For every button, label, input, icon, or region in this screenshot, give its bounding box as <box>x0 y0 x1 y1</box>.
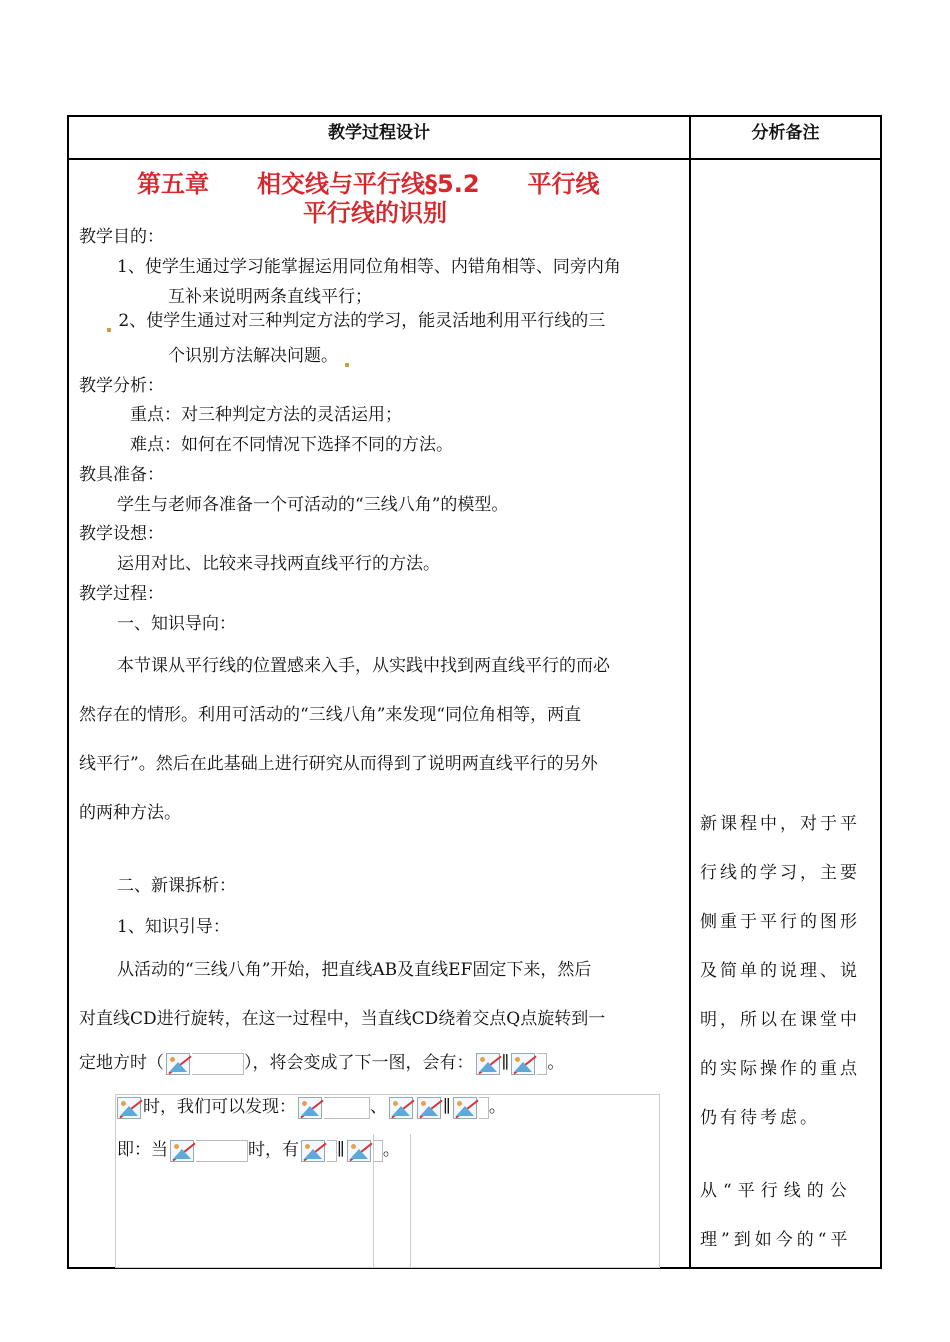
formula-image-icon <box>347 1140 371 1162</box>
lesson-title: 平行线的识别 <box>303 199 447 227</box>
lesson-text-4a: 时，我们可以发现： <box>143 1097 296 1117</box>
objective-2-cont: 个识别方法解决问题。 <box>168 346 338 366</box>
key-point: 重点：对三种判定方法的灵活运用； <box>130 405 402 425</box>
note-line-8: 从“平行线的公 <box>700 1181 853 1201</box>
section-tools: 教具准备： <box>79 465 164 485</box>
formula-blank <box>537 1053 547 1075</box>
formula-image-icon <box>511 1053 535 1075</box>
guide-text-4: 的两种方法。 <box>79 803 181 823</box>
note-line-9: 理”到如今的“平 <box>700 1230 852 1250</box>
subsection-new-lesson: 二、新课拆析： <box>117 876 236 896</box>
formula-image-icon <box>453 1097 477 1119</box>
formula-blank <box>479 1097 489 1119</box>
knowledge-guide: 1、知识引导： <box>117 917 230 937</box>
note-line-1: 新课程中，对于平 <box>700 814 860 834</box>
parallel-symbol: ∥ <box>443 1097 451 1117</box>
formula-blank <box>327 1140 337 1162</box>
formula-blank <box>373 1140 383 1162</box>
section-analysis: 教学分析： <box>79 376 164 396</box>
note-line-3: 侧重于平行的图形 <box>700 912 860 932</box>
formula-image-icon <box>476 1053 500 1075</box>
column-divider <box>689 115 691 1269</box>
formula-image-icon <box>117 1097 141 1119</box>
note-line-5: 明，所以在课堂中 <box>700 1010 860 1030</box>
objective-1: 1、使学生通过学习能掌握运用同位角相等、内错角相等、同旁内角 <box>117 257 621 277</box>
lesson-text-1: 从活动的“三线八角”开始，把直线AB及直线EF固定下来，然后 <box>117 960 592 980</box>
lesson-text-4d: 。 <box>488 1097 506 1117</box>
lesson-text-4 <box>115 1096 506 1119</box>
section-process: 教学过程： <box>79 584 164 604</box>
lesson-text-2: 对直线CD进行旋转，在这一过程中，当直线CD绕着交点Q点旋转到一 <box>79 1009 606 1029</box>
lesson-text-5d: 。 <box>382 1140 400 1160</box>
formula-blank <box>196 1140 248 1162</box>
parallel-symbol: ∥ <box>337 1140 345 1160</box>
lesson-text-3b: ），将会变成了下一图，会有： <box>244 1053 474 1073</box>
parallel-symbol: ∥ <box>501 1053 510 1073</box>
lesson-text-3 <box>79 1052 564 1075</box>
design-text: 运用对比、比较来寻找两直线平行的方法。 <box>117 554 440 574</box>
objective-2: 2、使学生通过对三种判定方法的学习，能灵活地利用平行线的三 <box>118 311 606 331</box>
formula-image-icon <box>166 1053 190 1075</box>
lesson-text-5 <box>117 1139 400 1162</box>
lesson-text-5a: 即：当 <box>117 1140 168 1160</box>
objective-2-row <box>105 310 605 332</box>
note-line-7: 仍有待考虑。 <box>700 1108 820 1128</box>
objective-2-cont-row <box>168 345 351 367</box>
section-design: 教学设想： <box>79 524 164 544</box>
formula-blank <box>324 1097 370 1119</box>
header-side: 分析备注 <box>751 123 820 143</box>
header-divider <box>67 158 882 160</box>
header-main: 教学过程设计 <box>328 123 430 143</box>
formula-image-icon <box>301 1140 325 1162</box>
note-line-4: 及简单的说理、说 <box>700 961 860 981</box>
guide-text-1: 本节课从平行线的位置感来入手，从实践中找到两直线平行的而必 <box>117 656 610 676</box>
note-line-6: 的实际操作的重点 <box>700 1059 860 1079</box>
tools-text: 学生与老师各准备一个可活动的“三线八角”的模型。 <box>117 495 509 515</box>
guide-text-3: 线平行”。然后在此基础上进行研究从而得到了说明两直线平行的另外 <box>79 754 598 774</box>
section-objectives: 教学目的： <box>79 227 164 247</box>
note-line-2: 行线的学习，主要 <box>700 863 860 883</box>
objective-1-cont: 互补来说明两条直线平行； <box>168 287 372 307</box>
marker-dot <box>107 328 111 332</box>
formula-image-icon <box>298 1097 322 1119</box>
formula-image-icon <box>170 1140 194 1162</box>
lesson-text-3a: 定地方时（ <box>79 1053 164 1073</box>
lesson-text-3d: 。 <box>547 1053 565 1073</box>
marker-dot <box>345 363 349 367</box>
formula-blank <box>192 1053 244 1075</box>
lesson-text-4b: 、 <box>370 1097 387 1117</box>
lesson-text-5b: 时，有 <box>248 1140 299 1160</box>
formula-image-icon <box>389 1097 413 1119</box>
formula-image-icon <box>417 1097 441 1119</box>
subsection-guide: 一、知识导向： <box>117 614 236 634</box>
difficult-point: 难点：如何在不同情况下选择不同的方法。 <box>130 435 453 455</box>
guide-text-2: 然存在的情形。利用可活动的“三线八角”来发现“同位角相等，两直 <box>79 705 582 725</box>
chapter-title: 第五章 相交线与平行线§5.2 平行线 <box>137 170 600 198</box>
